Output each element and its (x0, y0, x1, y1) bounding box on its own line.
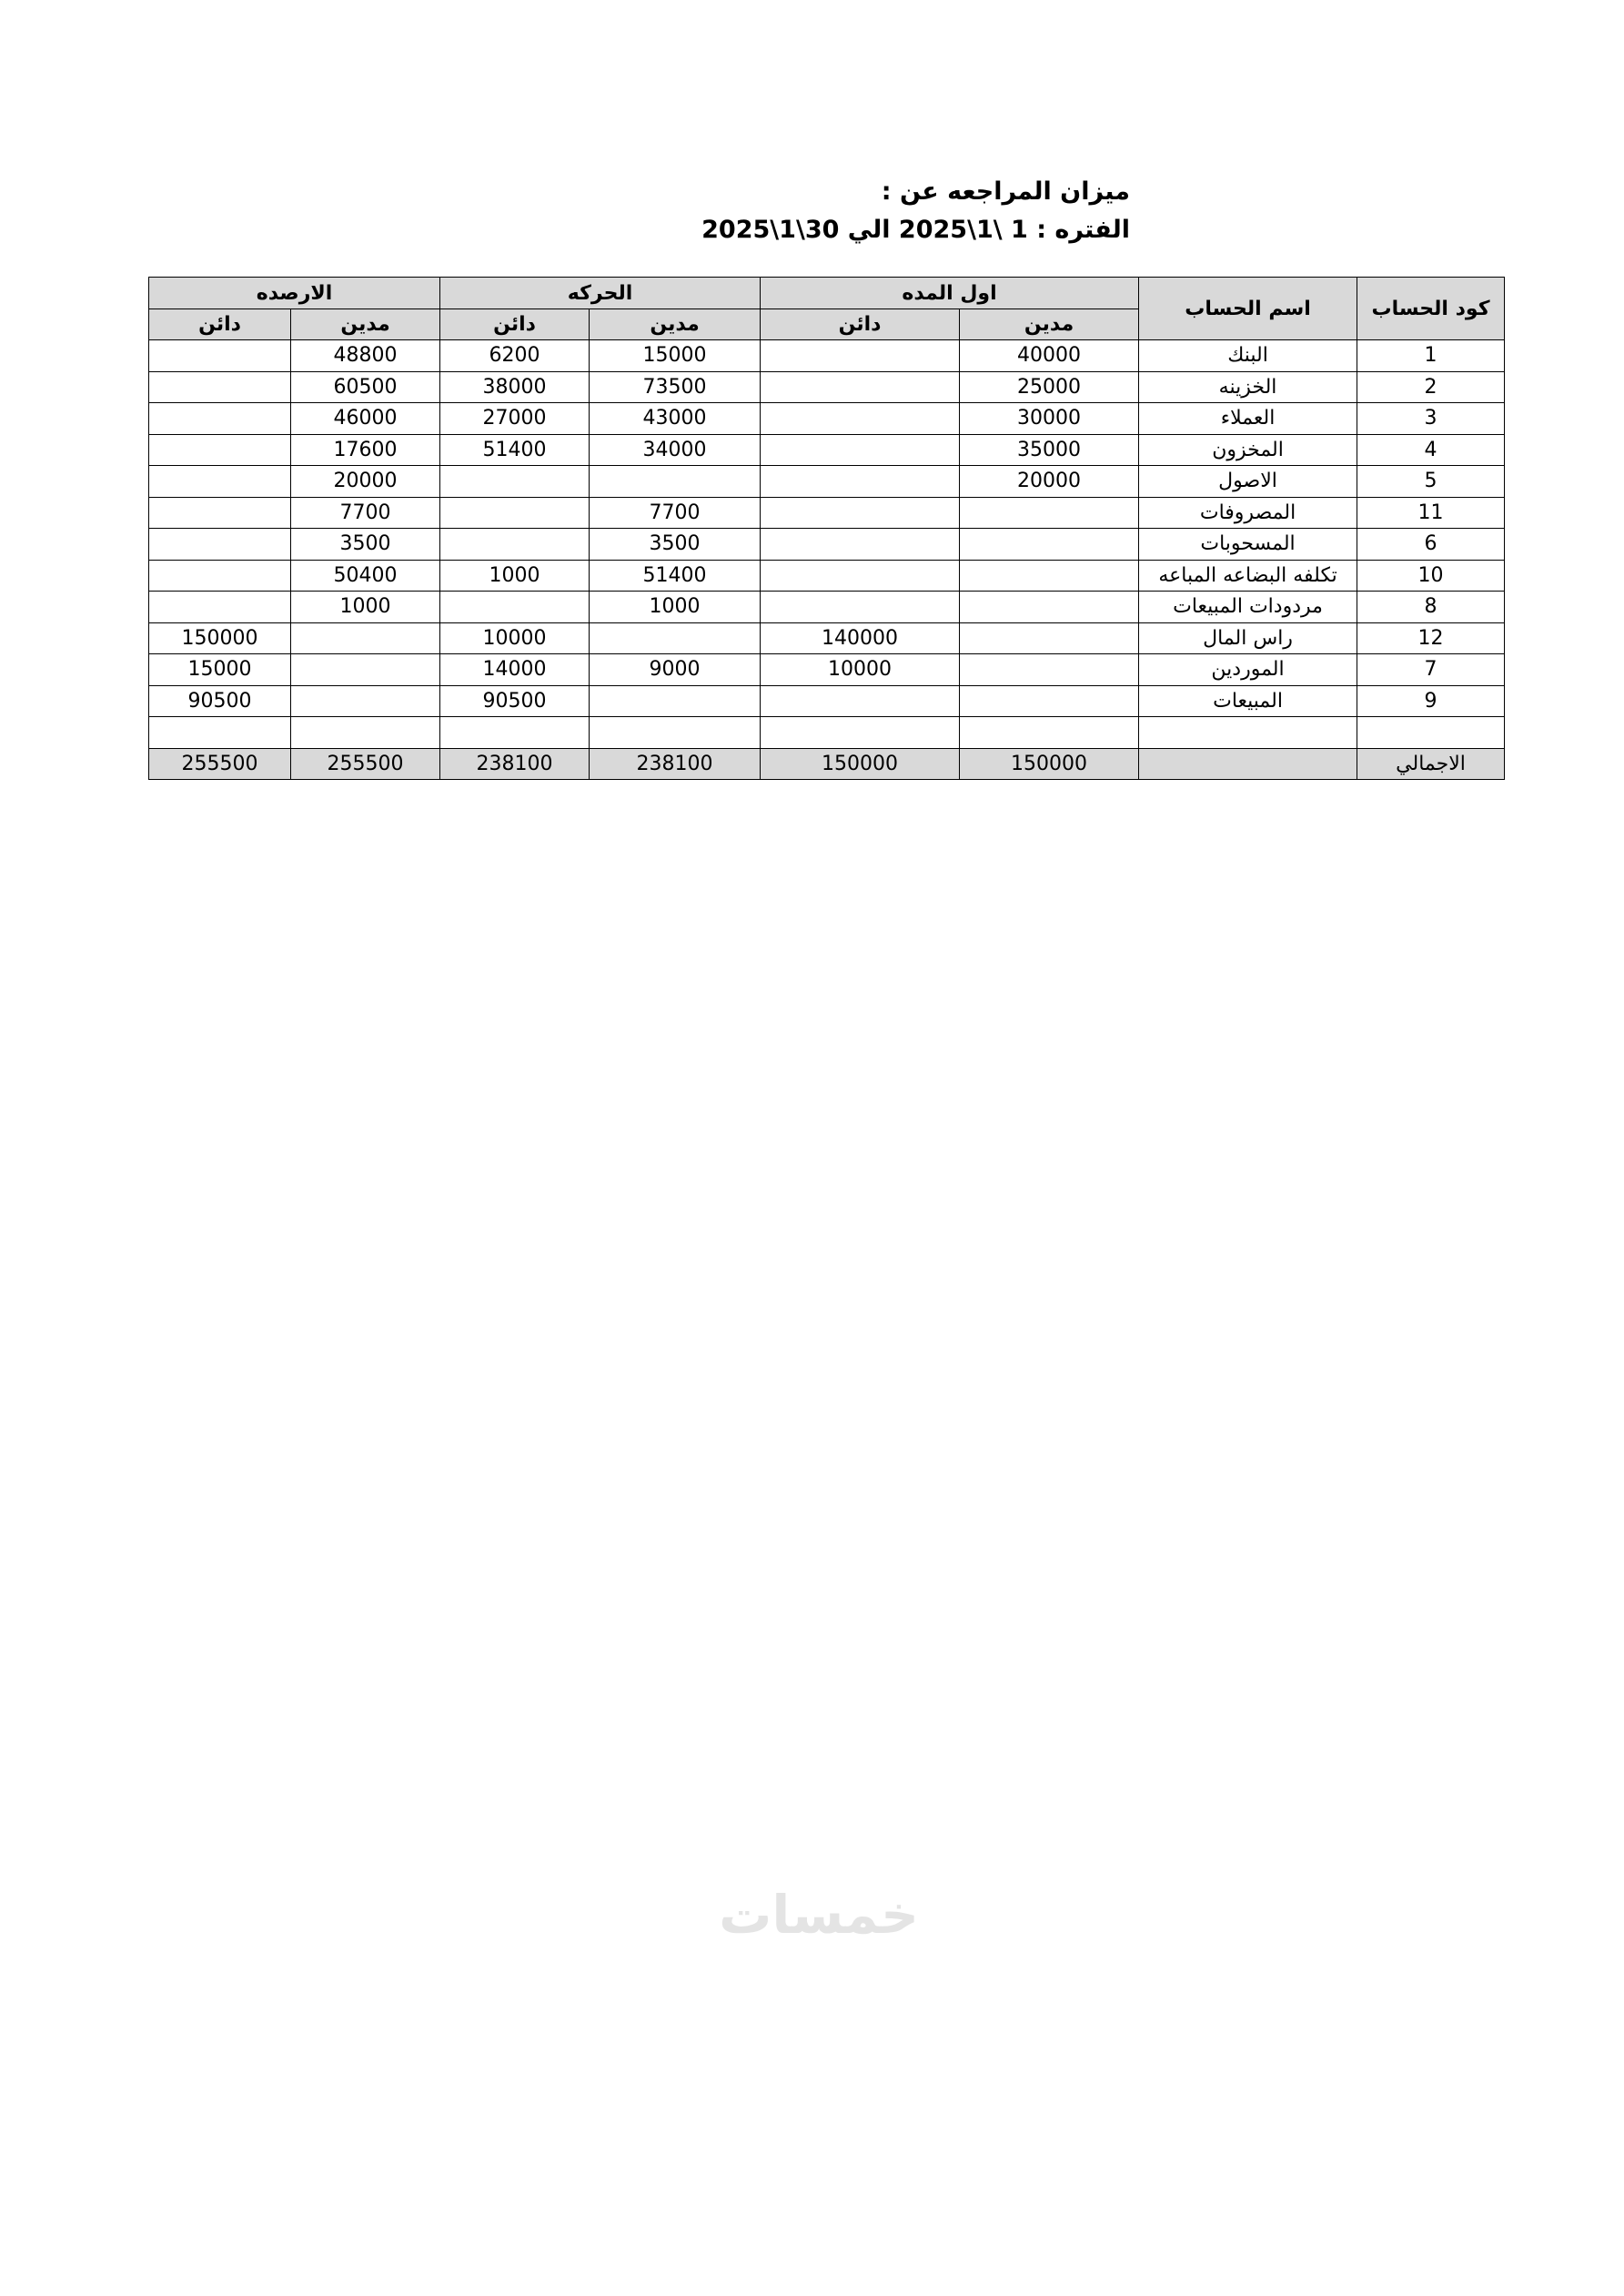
header-movement-credit: دائن (440, 309, 590, 340)
header-opening-debit: مدين (960, 309, 1139, 340)
table-row (149, 434, 1505, 466)
cell-mov-debit (590, 466, 761, 498)
table-row (149, 403, 1505, 435)
cell-bal-credit (149, 592, 291, 623)
table-row (149, 529, 1505, 561)
cell-mov-debit: 34000 (590, 434, 761, 466)
cell-mov-credit (440, 717, 590, 749)
header-row-top (149, 278, 1505, 309)
cell-code: 10 (1357, 560, 1505, 592)
cell-mov-debit: 1000 (590, 592, 761, 623)
cell-open-debit (960, 685, 1139, 717)
cell-bal-debit: 60500 (291, 371, 440, 403)
cell-name: البنك (1139, 340, 1357, 372)
cell-code: 9 (1357, 685, 1505, 717)
table-row (149, 340, 1505, 372)
cell-mov-credit: 1000 (440, 560, 590, 592)
total-row (149, 748, 1505, 780)
cell-bal-credit (149, 434, 291, 466)
cell-mov-debit: 43000 (590, 403, 761, 435)
table-row (149, 466, 1505, 498)
cell-open-credit (761, 434, 960, 466)
cell-bal-credit (149, 466, 291, 498)
cell-bal-debit (291, 654, 440, 686)
cell-bal-credit: 150000 (149, 622, 291, 654)
cell-mov-debit (590, 717, 761, 749)
cell-open-credit (761, 592, 960, 623)
cell-open-credit (761, 685, 960, 717)
cell-mov-debit (590, 685, 761, 717)
cell-code: 12 (1357, 622, 1505, 654)
header-name: اسم الحساب (1139, 278, 1357, 340)
cell-code: 11 (1357, 497, 1505, 529)
cell-bal-debit: 48800 (291, 340, 440, 372)
cell-bal-debit: 46000 (291, 403, 440, 435)
cell-mov-credit: 51400 (440, 434, 590, 466)
cell-open-debit: 25000 (960, 371, 1139, 403)
cell-open-debit (960, 497, 1139, 529)
cell-bal-credit (149, 717, 291, 749)
total-name (1139, 748, 1357, 780)
cell-mov-debit: 73500 (590, 371, 761, 403)
header-movement: الحركه (440, 278, 761, 309)
cell-open-debit: 20000 (960, 466, 1139, 498)
cell-code: 8 (1357, 592, 1505, 623)
cell-open-credit (761, 371, 960, 403)
cell-mov-credit: 14000 (440, 654, 590, 686)
cell-code: 3 (1357, 403, 1505, 435)
cell-code: 7 (1357, 654, 1505, 686)
cell-bal-debit (291, 622, 440, 654)
cell-code: 5 (1357, 466, 1505, 498)
cell-mov-debit: 51400 (590, 560, 761, 592)
cell-mov-credit (440, 497, 590, 529)
cell-bal-debit: 7700 (291, 497, 440, 529)
watermark-logo: خمسات (719, 1884, 919, 1946)
cell-open-debit: 40000 (960, 340, 1139, 372)
cell-bal-debit: 50400 (291, 560, 440, 592)
cell-open-debit: 35000 (960, 434, 1139, 466)
cell-bal-credit: 15000 (149, 654, 291, 686)
cell-bal-credit (149, 529, 291, 561)
cell-open-credit (761, 403, 960, 435)
header-balances-debit: مدين (291, 309, 440, 340)
cell-name: مردودات المبيعات (1139, 592, 1357, 623)
cell-bal-debit: 3500 (291, 529, 440, 561)
cell-code (1357, 717, 1505, 749)
table-row (149, 622, 1505, 654)
cell-open-debit (960, 560, 1139, 592)
table-row (149, 654, 1505, 686)
header-balances-credit: دائن (149, 309, 291, 340)
cell-open-debit (960, 529, 1139, 561)
cell-bal-credit (149, 560, 291, 592)
report-period: الفتره : 1 \1\2025 الي 30\1\2025 (701, 216, 1130, 244)
cell-open-credit (761, 560, 960, 592)
cell-mov-credit (440, 466, 590, 498)
cell-code: 6 (1357, 529, 1505, 561)
cell-code: 2 (1357, 371, 1505, 403)
total-label: الاجمالي (1357, 748, 1505, 780)
cell-name: العملاء (1139, 403, 1357, 435)
table-row (149, 371, 1505, 403)
cell-open-credit (761, 717, 960, 749)
cell-mov-credit: 90500 (440, 685, 590, 717)
cell-open-credit (761, 466, 960, 498)
cell-name: راس المال (1139, 622, 1357, 654)
cell-mov-credit: 38000 (440, 371, 590, 403)
cell-mov-credit: 6200 (440, 340, 590, 372)
cell-bal-debit (291, 685, 440, 717)
cell-mov-debit: 9000 (590, 654, 761, 686)
header-code: كود الحساب (1357, 278, 1505, 340)
header-opening: اول المده (761, 278, 1139, 309)
header-opening-credit: دائن (761, 309, 960, 340)
cell-mov-debit (590, 622, 761, 654)
cell-mov-credit: 10000 (440, 622, 590, 654)
cell-name: المخزون (1139, 434, 1357, 466)
cell-name: الموردين (1139, 654, 1357, 686)
cell-mov-credit: 27000 (440, 403, 590, 435)
cell-name: الخزينه (1139, 371, 1357, 403)
cell-open-credit (761, 340, 960, 372)
cell-mov-debit: 3500 (590, 529, 761, 561)
table-row-empty (149, 717, 1505, 749)
cell-bal-debit (291, 717, 440, 749)
cell-mov-credit (440, 529, 590, 561)
cell-bal-debit: 20000 (291, 466, 440, 498)
cell-open-credit: 140000 (761, 622, 960, 654)
table-row (149, 685, 1505, 717)
total-mov-credit: 238100 (440, 748, 590, 780)
cell-open-debit (960, 717, 1139, 749)
trial-balance-table-wrap (148, 277, 1504, 780)
total-open-credit: 150000 (761, 748, 960, 780)
table-row (149, 497, 1505, 529)
cell-mov-debit: 15000 (590, 340, 761, 372)
cell-open-credit (761, 497, 960, 529)
cell-name: المسحوبات (1139, 529, 1357, 561)
cell-name: تكلفه البضاعه المباعه (1139, 560, 1357, 592)
trial-balance-table (148, 277, 1505, 780)
cell-bal-credit (149, 403, 291, 435)
cell-bal-credit (149, 371, 291, 403)
cell-mov-debit: 7700 (590, 497, 761, 529)
header-balances: الارصده (149, 278, 440, 309)
cell-open-credit: 10000 (761, 654, 960, 686)
cell-open-debit (960, 654, 1139, 686)
total-mov-debit: 238100 (590, 748, 761, 780)
cell-bal-debit: 1000 (291, 592, 440, 623)
total-bal-credit: 255500 (149, 748, 291, 780)
cell-open-credit (761, 529, 960, 561)
cell-open-debit: 30000 (960, 403, 1139, 435)
total-open-debit: 150000 (960, 748, 1139, 780)
header-movement-debit: مدين (590, 309, 761, 340)
cell-name: المبيعات (1139, 685, 1357, 717)
cell-name (1139, 717, 1357, 749)
cell-open-debit (960, 622, 1139, 654)
table-row (149, 592, 1505, 623)
cell-bal-credit: 90500 (149, 685, 291, 717)
title-block (637, 173, 1130, 249)
cell-name: الاصول (1139, 466, 1357, 498)
total-bal-debit: 255500 (291, 748, 440, 780)
cell-mov-credit (440, 592, 590, 623)
cell-code: 4 (1357, 434, 1505, 466)
report-title: ميزان المراجعه عن : (881, 177, 1130, 206)
table-row (149, 560, 1505, 592)
cell-bal-credit (149, 497, 291, 529)
cell-bal-debit: 17600 (291, 434, 440, 466)
cell-bal-credit (149, 340, 291, 372)
cell-name: المصروفات (1139, 497, 1357, 529)
cell-code: 1 (1357, 340, 1505, 372)
cell-open-debit (960, 592, 1139, 623)
